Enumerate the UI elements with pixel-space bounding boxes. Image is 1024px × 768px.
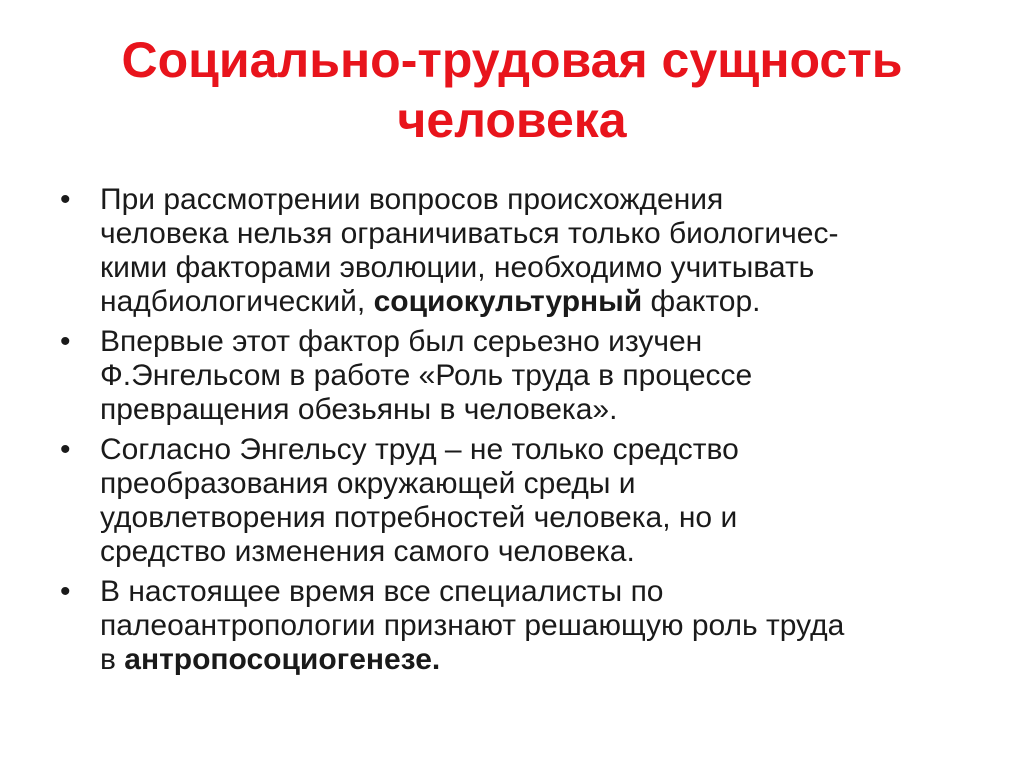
- bullet-marker: •: [60, 575, 71, 608]
- bullet-4-line-3: [100, 643, 980, 677]
- bullet-1-line-1: При рассмотрении вопросов происхождения: [100, 183, 724, 216]
- bullet-1-line-4-post: фактор.: [642, 285, 761, 318]
- bullet-4-bold-term: антропосоциогенезе.: [124, 643, 441, 676]
- bullet-item-3: [60, 433, 980, 569]
- bullet-1-line-2: человека нельзя ограничиваться только биологичес-: [100, 217, 839, 250]
- bullet-marker: •: [60, 325, 71, 358]
- bullet-item-4: [60, 575, 980, 677]
- bullet-list: [60, 183, 980, 683]
- bullet-1-line-4: [100, 285, 980, 319]
- bullet-marker: •: [60, 183, 71, 216]
- slide-title-line-1: Социально-трудовая сущность: [121, 32, 903, 88]
- bullet-4-line-3-pre: в: [100, 643, 125, 676]
- bullet-1-bold-term: социокультурный: [373, 285, 643, 318]
- slide-title: [0, 30, 1024, 150]
- bullet-3-line-2: преобразования окружающей среды и: [100, 467, 636, 500]
- slide-title-line-2: человека: [397, 92, 627, 148]
- bullet-4-line-2: палеоантропологии признают решающую роль труда: [100, 609, 845, 642]
- bullet-4-line-1: В настоящее время все специалисты по: [100, 575, 664, 608]
- bullet-1-line-3: кими факторами эволюции, необходимо учитывать: [100, 251, 815, 284]
- bullet-3-line-3: удовлетворения потребностей человека, но и: [100, 501, 738, 534]
- bullet-item-2: [60, 325, 980, 427]
- bullet-item-1: [60, 183, 980, 319]
- bullet-2-line-2: Ф.Энгельсом в работе «Роль труда в процессе: [100, 359, 753, 392]
- bullet-3-line-1: Согласно Энгельсу труд – не только средство: [100, 433, 739, 466]
- bullet-marker: •: [60, 433, 71, 466]
- bullet-1-line-4-pre: надбиологический,: [100, 285, 374, 318]
- bullet-2-line-3: превращения обезьяны в человека».: [100, 393, 618, 426]
- bullet-2-line-1: Впервые этот фактор был серьезно изучен: [100, 325, 703, 358]
- bullet-3-line-4: средство изменения самого человека.: [100, 535, 635, 568]
